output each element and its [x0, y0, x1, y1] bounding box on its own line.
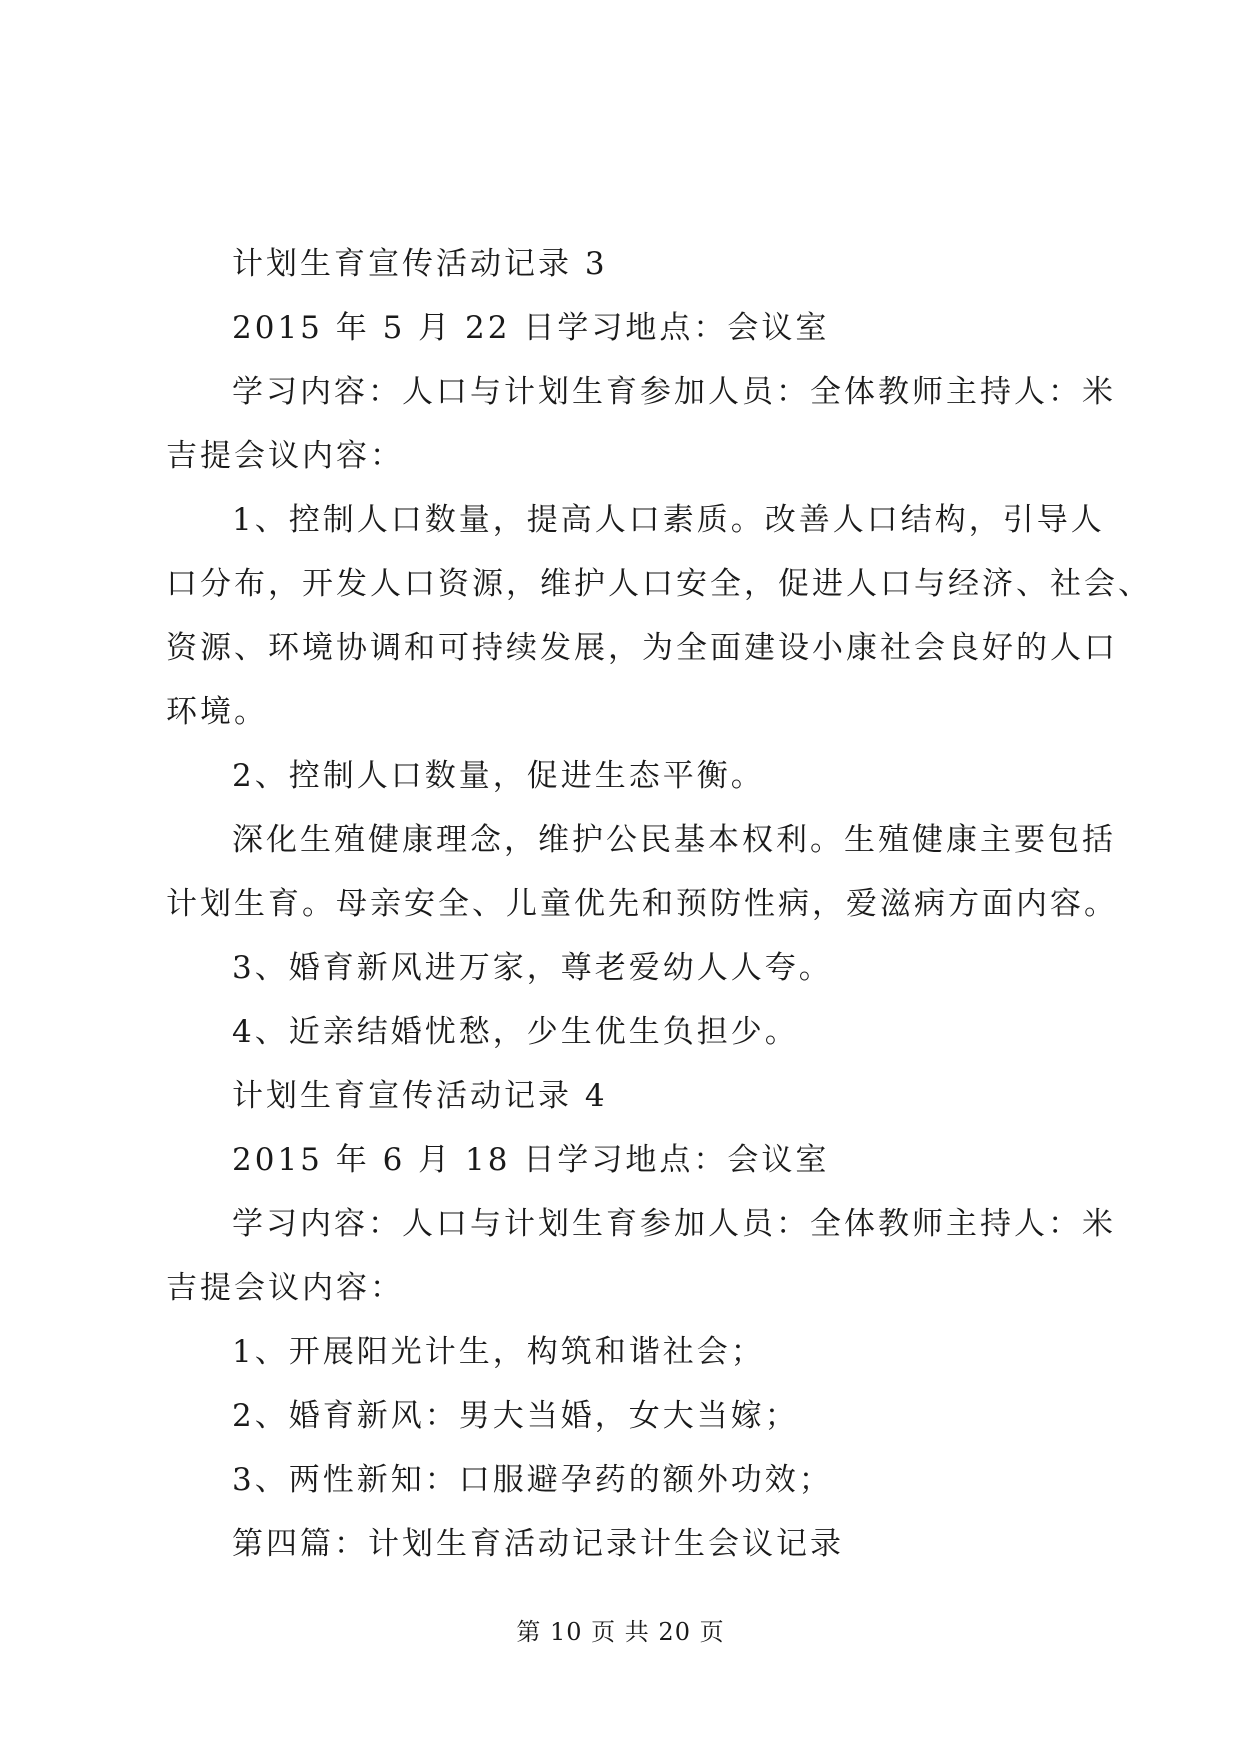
list-item-2: 2、婚育新风：男大当婚，女大当嫁；	[232, 1398, 799, 1434]
chapter-heading: 第四篇：计划生育活动记录计生会议记录	[232, 1526, 844, 1562]
paragraph-item-4: 4、近亲结婚忧愁，少生优生负担少。	[232, 1014, 799, 1050]
paragraph-item-2: 2、控制人口数量，促进生态平衡。	[232, 758, 765, 794]
section-title-3: 计划生育宣传活动记录 3	[232, 246, 608, 282]
page-number-footer: 第 10 页 共 20 页	[516, 1618, 725, 1646]
paragraph-item-1-cont: 环境。	[166, 694, 268, 730]
section-title-4: 计划生育宣传活动记录 4	[232, 1078, 608, 1114]
paragraph-item-1-cont: 口分布，开发人口资源，维护人口安全，促进人口与经济、社会、	[166, 566, 1152, 602]
study-content-line: 学习内容：人口与计划生育参加人员：全体教师主持人：米	[232, 1206, 1116, 1242]
meeting-date-location: 2015 年 5 月 22 日学习地点：会议室	[232, 310, 830, 346]
study-content-line-cont: 吉提会议内容：	[166, 1270, 404, 1306]
meeting-date-location: 2015 年 6 月 18 日学习地点：会议室	[232, 1142, 830, 1178]
list-item-3: 3、两性新知：口服避孕药的额外功效；	[232, 1462, 833, 1498]
study-content-line: 学习内容：人口与计划生育参加人员：全体教师主持人：米	[232, 374, 1116, 410]
paragraph-item-1-cont: 资源、环境协调和可持续发展，为全面建设小康社会良好的人口	[166, 630, 1118, 666]
paragraph-item-3: 3、婚育新风进万家，尊老爱幼人人夸。	[232, 950, 833, 986]
paragraph-health: 深化生殖健康理念，维护公民基本权利。生殖健康主要包括	[232, 822, 1116, 858]
study-content-line-cont: 吉提会议内容：	[166, 438, 404, 474]
paragraph-item-1: 1、控制人口数量，提高人口素质。改善人口结构，引导人	[232, 502, 1105, 538]
document-body	[166, 232, 1152, 1576]
paragraph-health-cont: 计划生育。母亲安全、儿童优先和预防性病，爱滋病方面内容。	[166, 886, 1118, 922]
list-item-1: 1、开展阳光计生，构筑和谐社会；	[232, 1334, 765, 1370]
